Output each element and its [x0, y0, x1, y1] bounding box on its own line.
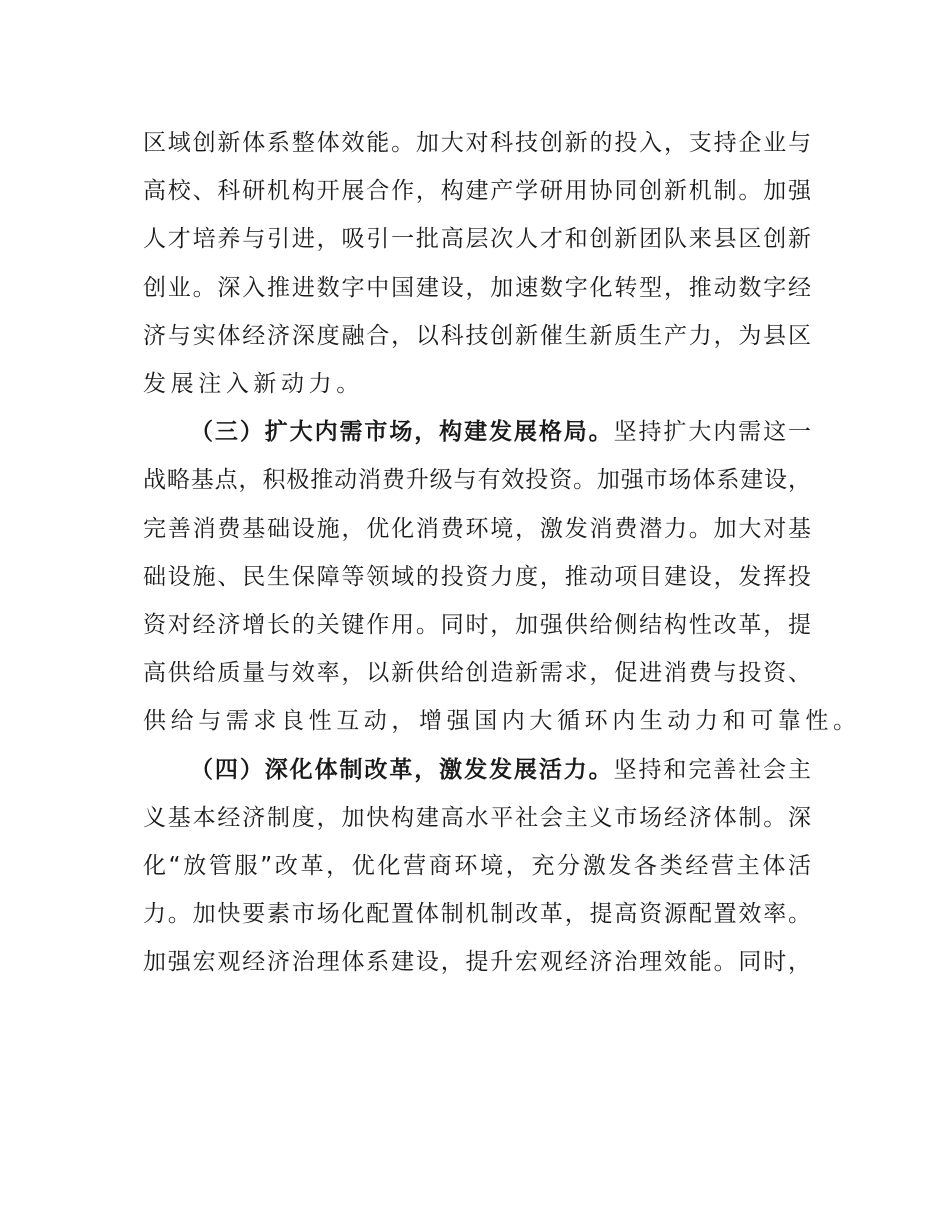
paragraph-line: 力。加快要素市场化配置体制机制改革，提高资源配置效率。	[143, 901, 811, 928]
paragraph-line: 发展注入新动力。	[143, 371, 364, 397]
paragraph-line: 高校、科研机构开展合作，构建产学研用协同创新机制。加强	[143, 178, 811, 205]
paragraph-line: 础设施、民生保障等领域的投资力度，推动项目建设，发挥投	[143, 563, 811, 590]
paragraph-line: 完善消费基础设施，优化消费环境，激发消费潜力。加大对基	[143, 515, 811, 542]
paragraph-line: 供给与需求良性互动，增强国内大循环内生动力和可靠性。	[143, 708, 861, 735]
paragraph-line: 化“放管服”改革，优化营商环境，充分激发各类经营主体活	[143, 853, 811, 879]
section-heading: （四）深化体制改革，激发发展活力。	[190, 756, 614, 783]
paragraph-text: 坚持和完善社会主	[613, 756, 812, 783]
paragraph-line: 高供给质量与效率，以新供给创造新需求，促进消费与投资、	[143, 660, 811, 687]
paragraph-line: 义基本经济制度，加快构建高水平社会主义市场经济体制。深	[143, 804, 811, 831]
paragraph-first-line	[190, 755, 811, 785]
section-heading: （三）扩大内需市场，构建发展格局。	[190, 419, 614, 446]
paragraph-line: 人才培养与引进，吸引一批高层次人才和创新团队来县区创新	[143, 226, 811, 253]
paragraph-first-line	[190, 417, 811, 447]
paragraph-line: 区域创新体系整体效能。加大对科技创新的投入，支持企业与	[143, 130, 811, 156]
paragraph-line: 资对经济增长的关键作用。同时，加强供给侧结构性改革，提	[143, 612, 811, 638]
paragraph-line: 济与实体经济深度融合，以科技创新催生新质生产力，为县区	[143, 322, 811, 349]
paragraph-text: 坚持扩大内需这一	[613, 419, 812, 446]
paragraph-line: 加强宏观经济治理体系建设，提升宏观经济治理效能。同时，	[143, 949, 811, 976]
paragraph-line: 战略基点，积极推动消费升级与有效投资。加强市场体系建设，	[143, 467, 811, 494]
paragraph-line: 创业。深入推进数字中国建设，加速数字化转型，推动数字经	[143, 274, 811, 301]
